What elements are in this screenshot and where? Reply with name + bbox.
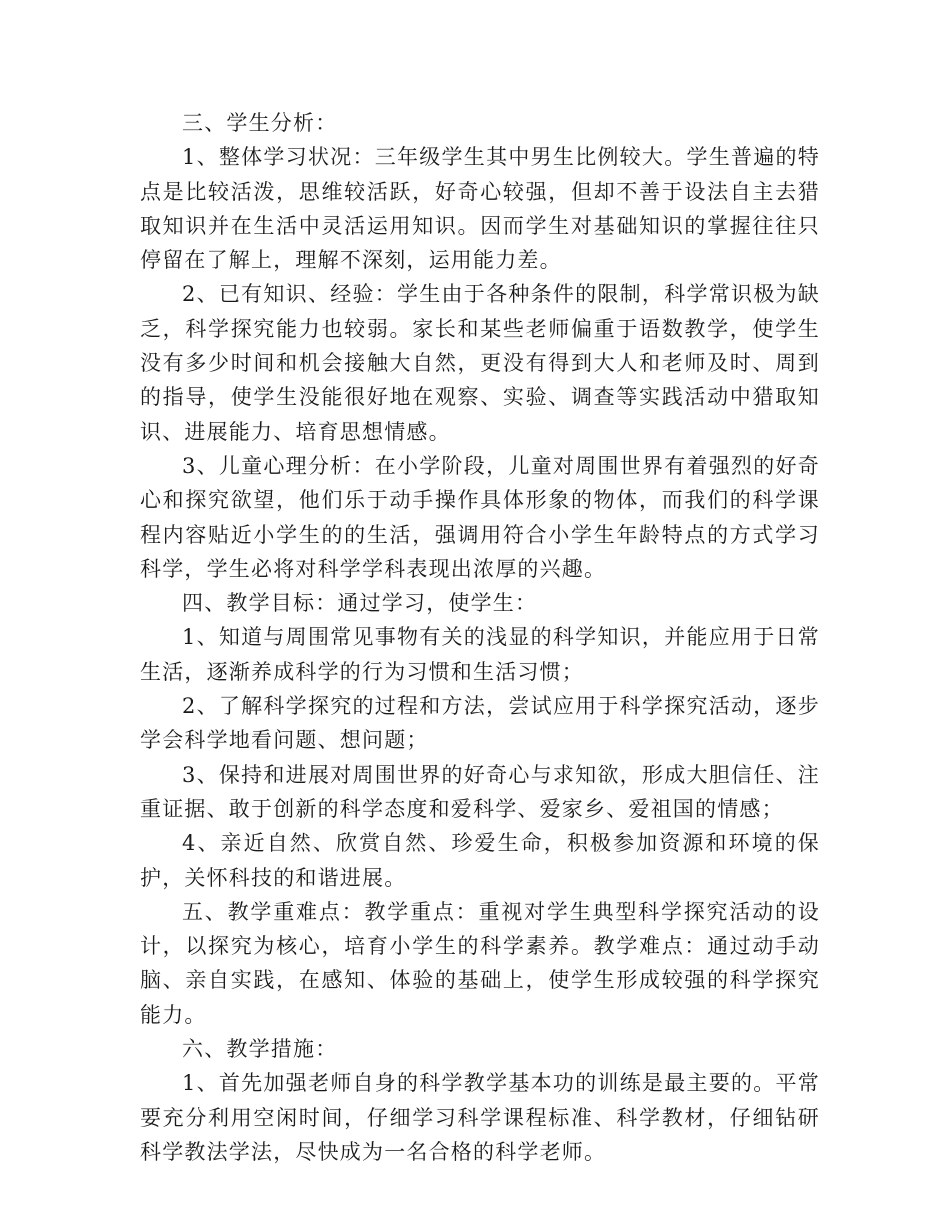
section-heading-teaching-measures: 六、教学措施： <box>182 1037 338 1062</box>
paragraph-existing-knowledge: 2、已有知识、经验：学生由于各种条件的限制，科学常识极为缺乏，科学探究能力也较弱。家长和某些老师偏重于语数教学，使学生没有多少时间和机会接触大自然，更没有得到大人和老师及时、周到的指导，使学生没能很好地在观察、实验、调查等实践活动中猎取知识、进展能力、培育思想情感。 <box>140 282 820 444</box>
goal-item-2: 2、了解科学探究的过程和方法，尝试应用于科学探究活动，逐步学会科学地看问题、想问题； <box>140 694 820 753</box>
paragraph-overall-learning: 1、整体学习状况：三年级学生其中男生比例较大。学生普遍的特点是比较活泼，思维较活跃，好奇心较强，但却不善于设法自主去猎取知识并在生活中灵活运用知识。因而学生对基础知识的掌握往往只停留在了解上，理解不深刻，运用能力差。 <box>140 145 820 273</box>
section-heading-student-analysis: 三、学生分析： <box>182 111 338 135</box>
goal-item-3: 3、保持和进展对周围世界的好奇心与求知欲，形成大胆信任、注重证据、敢于创新的科学态度和爱科学、爱家乡、爱祖国的情感； <box>140 762 820 821</box>
paragraph-child-psychology: 3、儿童心理分析：在小学阶段，儿童对周围世界有着强烈的好奇心和探究欲望，他们乐于动手操作具体形象的物体，而我们的科学课程内容贴近小学生的的生活，强调用符合小学生年龄特点的方式学习科学，学生必将对科学学科表现出浓厚的兴趣。 <box>140 453 820 581</box>
section-heading-teaching-goals: 四、教学目标：通过学习，使学生： <box>182 591 538 616</box>
goal-item-4: 4、亲近自然、欣赏自然、珍爱生命，积极参加资源和环境的保护，关怀科技的和谐进展。 <box>140 831 820 890</box>
document-body <box>140 106 820 1169</box>
measure-item-1: 1、首先加强老师自身的科学教学基本功的训练是最主要的。平常要充分利用空闲时间，仔细学习科学课程标准、科学教材，仔细钻研科学教法学法，尽快成为一名合格的科学老师。 <box>140 1071 820 1164</box>
paragraph-key-difficulties: 五、教学重难点：教学重点：重视对学生典型科学探究活动的设计，以探究为核心，培育小学生的科学素养。教学难点：通过动手动脑、亲自实践，在感知、体验的基础上，使学生形成较强的科学探究能力。 <box>140 899 820 1027</box>
goal-item-1: 1、知道与周围常见事物有关的浅显的科学知识，并能应用于日常生活，逐渐养成科学的行为习惯和生活习惯； <box>140 625 820 684</box>
